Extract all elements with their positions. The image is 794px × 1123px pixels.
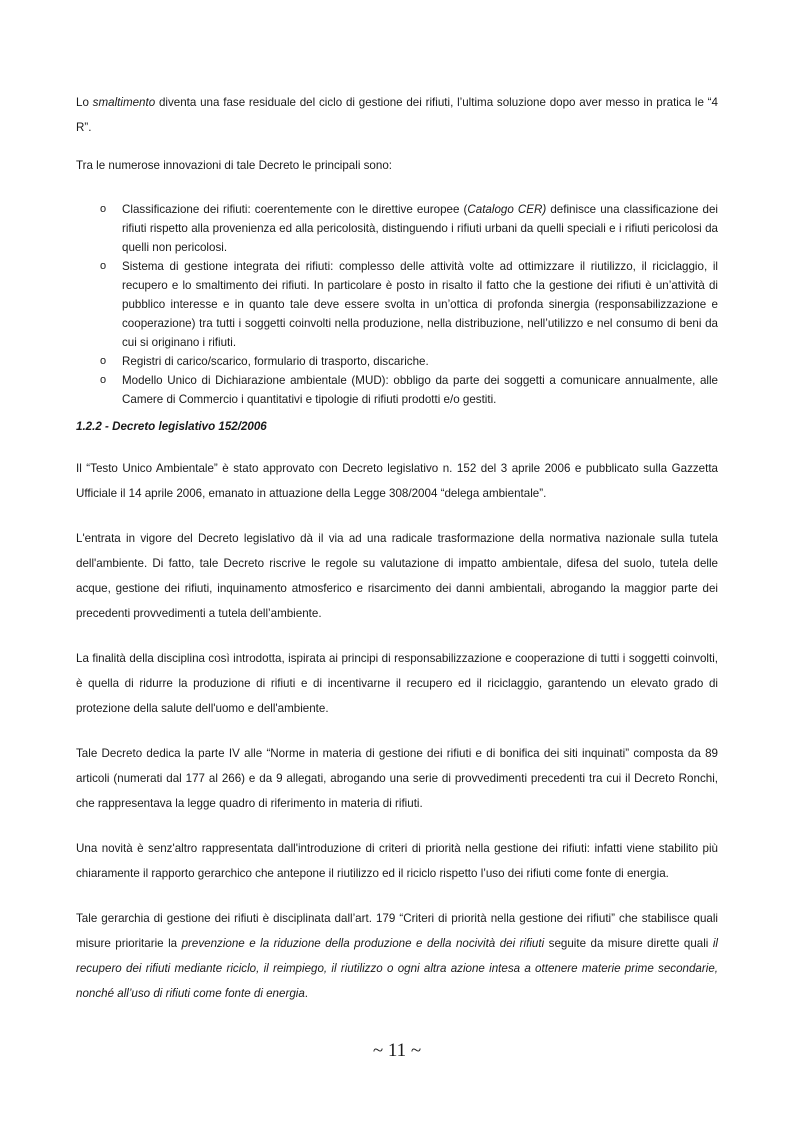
paragraph-intro-list: Tra le numerose innovazioni di tale Decreto le principali sono: [76, 159, 392, 172]
emphasis: il recupero dei rifiuti mediante riciclo, il reimpiego, il riutilizzo o ogni altra azione intesa a ottenere materie prime secondarie, nonché all’uso di rifiuti come fonte di energia [76, 937, 719, 1000]
text: Registri di carico/scarico, formulario di trasporto, discariche. [122, 355, 429, 368]
text: diventa una fase residuale del ciclo di gestione dei rifiuti, l’ultima soluzione dopo aver messo in pratica le “4 R”. [76, 96, 718, 134]
bullet-marker: o [100, 355, 107, 367]
document-body [76, 90, 718, 1006]
page-number: ~ 11 ~ [372, 1040, 422, 1061]
paragraph-finalita: La finalità della disciplina così introdotta, ispirata ai principi di responsabilizzazione e cooperazione di tutti i soggetti coinvolti, è quella di ridurre la produzione di rifiuti e di incentivarne il recupero ed il riciclaggio, garantendo un elevato grado di protezione della salute dell'uomo e dell'ambiente. [76, 652, 718, 715]
emphasis: Catalogo CER) [467, 203, 547, 216]
paragraph-smaltimento [76, 90, 718, 140]
text: definisce una classificazione dei rifiuti rispetto alla provenienza ed alla pericolosità, distinguendo i rifiuti urbani da quelli speciali e i rifiuti pericolosi da quelli non pericolosi. [122, 203, 718, 254]
text: Modello Unico di Dichiarazione ambientale (MUD): obbligo da parte dei soggetti a comunicare annualmente, alle Camere di Commercio i quantitativi e tipologie di rifiuti prodotti e/o gestiti. [122, 374, 718, 406]
list-item [76, 200, 718, 257]
emphasis: smaltimento [92, 96, 156, 109]
bullet-marker: o [100, 260, 107, 272]
paragraph-novita: Una novità è senz'altro rappresentata dall'introduzione di criteri di priorità nella gestione dei rifiuti: infatti viene stabilito più chiaramente il rapporto gerarchico che antepone il riutilizzo ed il riciclo rispetto l’uso dei rifiuti come fonte di energia. [76, 842, 718, 880]
text: Classificazione dei rifiuti: coerentemente con le direttive europee ( [122, 203, 468, 216]
section-heading: 1.2.2 - Decreto legislativo 152/2006 [76, 420, 267, 433]
paragraph-entrata-in-vigore: L'entrata in vigore del Decreto legislativo dà il via ad una radicale trasformazione della normativa nazionale sulla tutela dell'ambiente. Di fatto, tale Decreto riscrive le regole su valutazione di impatto ambientale, difesa del suolo, tutela delle acque, gestione dei rifiuti, inquinamento atmosferico e risarcimento dei danni ambientali, abrogando la maggior parte dei precedenti provvedimenti a tutela dell’ambiente. [76, 532, 718, 620]
list-item [76, 257, 718, 352]
innovations-list [76, 200, 718, 409]
text: Sistema di gestione integrata dei rifiuti: complesso delle attività volte ad ottimizzare il riutilizzo, il riciclaggio, il recupero e lo smaltimento dei rifiuti. In particolare è posto in risalto il fatto che la gestione dei rifiuti è un’attività di pubblico interesse e in quanto tale deve essere svolta in un’ottica di profonda sinergia (responsabilizzazione e cooperazione) tra tutti i soggetti coinvolti nella produzione, nella distribuzione, nell’utilizzo e nel consumo di beni da cui si originano i rifiuti. [122, 260, 718, 349]
list-item [76, 352, 718, 371]
paragraph-testo-unico: Il “Testo Unico Ambientale” è stato approvato con Decreto legislativo n. 152 del 3 aprile 2006 e pubblicato sulla Gazzetta Ufficiale il 14 aprile 2006, emanato in attuazione della Legge 308/2004 “delega ambientale”. [76, 462, 718, 500]
text: . [304, 987, 309, 1000]
text: Tale gerarchia di gestione dei rifiuti è disciplinata dall’art. 179 “Criteri di priorità nella gestione dei rifiuti” che stabilisce quali misure prioritarie la [76, 912, 718, 950]
bullet-marker: o [100, 203, 107, 215]
text: seguite da misure dirette quali [544, 937, 713, 950]
paragraph-parte-iv: Tale Decreto dedica la parte IV alle “Norme in materia di gestione dei rifiuti e di bonifica dei siti inquinati” composta da 89 articoli (numerati dal 177 al 266) e da 9 allegati, abrogando una serie di provvedimenti precedenti tra cui il Decreto Ronchi, che rappresentava la legge quadro di riferimento in materia di rifiuti. [76, 747, 718, 810]
bullet-marker: o [100, 374, 107, 386]
list-item [76, 371, 718, 409]
text: Lo [76, 96, 93, 109]
paragraph-gerarchia [76, 906, 718, 1006]
emphasis: prevenzione e la riduzione della produzione e della nocività dei rifiuti [181, 937, 545, 950]
